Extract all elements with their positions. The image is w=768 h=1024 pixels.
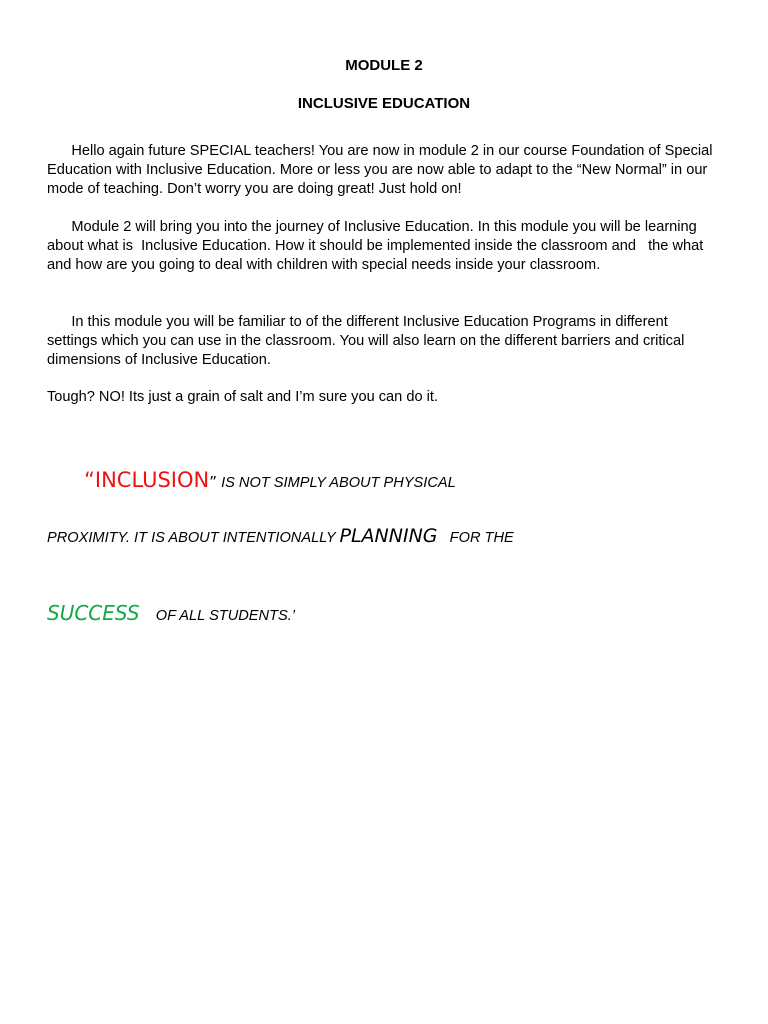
module-label: MODULE 2 bbox=[345, 57, 423, 74]
quote-line-2-end: FOR THE bbox=[437, 530, 514, 546]
quote-word-success: SUCCESS bbox=[47, 601, 140, 625]
paragraph-module-overview: Module 2 will bring you into the journey of Inclusive Education. In this module you will be learning about what is Inclusive Education. How it should be implemented inside the classroom and the what and how are you going to deal with children with special needs inside your classroom. bbox=[47, 219, 708, 273]
quote-line-1 bbox=[84, 468, 456, 492]
quote-open-mark: “ bbox=[84, 468, 95, 492]
quote-line-2-start: PROXIMITY. IT IS ABOUT INTENTIONALLY bbox=[47, 530, 340, 546]
quote-line-2 bbox=[47, 525, 514, 547]
document-title: INCLUSIVE EDUCATION bbox=[297, 95, 471, 112]
quote-word-planning: PLANNING bbox=[339, 525, 438, 547]
quote-line-1-rest: IS NOT SIMPLY ABOUT PHYSICAL bbox=[217, 475, 456, 491]
paragraph-programs: In this module you will be familiar to of the different Inclusive Education Programs in different settings which you can use in the classroom. You will also learn on the different barriers and critical dimensions of Inclusive Education. bbox=[47, 314, 689, 368]
quote-line-3 bbox=[47, 601, 295, 625]
quote-close-mark: ” bbox=[209, 473, 218, 491]
quote-line-3-rest: OF ALL STUDENTS.’ bbox=[139, 608, 296, 624]
paragraph-encouragement: Tough? NO! Its just a grain of salt and I’m sure you can do it. bbox=[47, 389, 438, 405]
paragraph-greeting: Hello again future SPECIAL teachers! You are now in module 2 in our course Foundation of Special Education with Inclusive Education. More or less you are now able to adapt to the “New Normal” in our mode of teaching. Don’t worry you are doing great! Just hold on! bbox=[47, 143, 717, 197]
quote-word-inclusion: INCLUSION bbox=[94, 468, 210, 492]
